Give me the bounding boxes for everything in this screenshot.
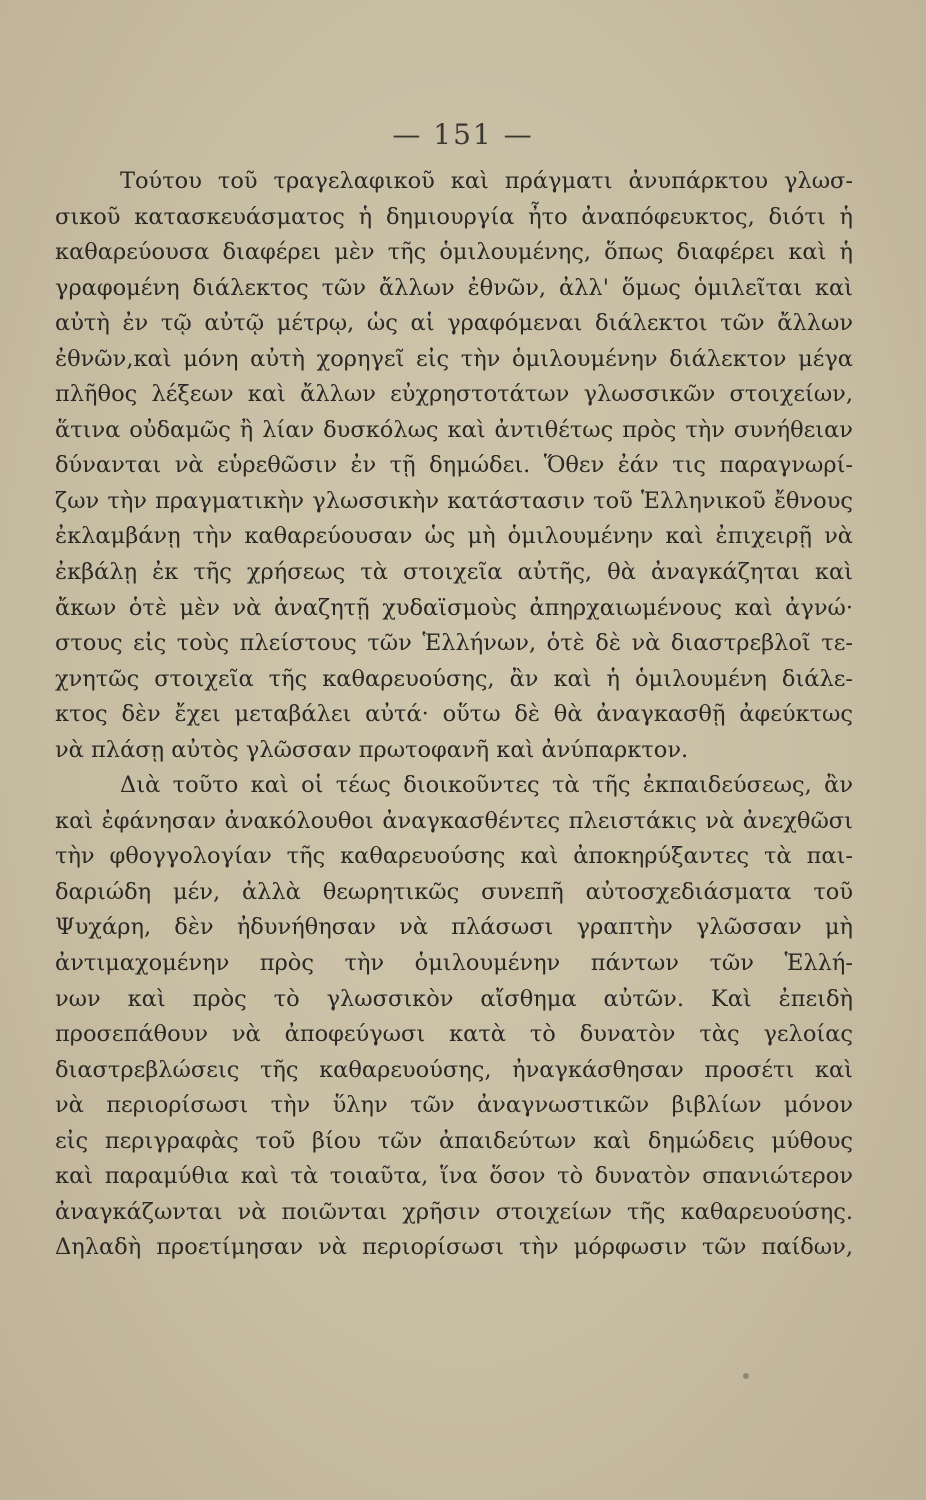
text-line: ἐκλαμβάνῃ τὴν καθαρεύουσαν ὡς μὴ ὁμιλουμένην καὶ ἐπιχειρῇ νὰ <box>55 523 853 550</box>
paragraph <box>55 768 853 1266</box>
text-line: Ψυχάρη, δὲν ἠδυνήθησαν νὰ πλάσωσι γραπτὴν γλῶσσαν μὴ <box>55 914 853 941</box>
text-line: διαστρεβλώσεις τῆς καθαρευούσης, ἠναγκάσθησαν προσέτι καὶ <box>55 1056 853 1083</box>
text-line: καθαρεύουσα διαφέρει μὲν τῆς ὁμιλουμένης, ὅπως διαφέρει καὶ ἡ <box>55 239 853 266</box>
text-line: γραφομένη διάλεκτος τῶν ἄλλων ἐθνῶν, ἀλλ' ὅμως ὁμιλεῖται καὶ <box>55 274 853 301</box>
text-line: αὐτὴ ἐν τῷ αὐτῷ μέτρῳ, ὡς αἱ γραφόμεναι διάλεκτοι τῶν ἄλλων <box>55 310 853 337</box>
text-line: ἀντιμαχομένην πρὸς τὴν ὁμιλουμένην πάντων τῶν Ἑλλή- <box>55 950 853 977</box>
text-line: εἰς περιγραφὰς τοῦ βίου τῶν ἀπαιδεύτων καὶ δημώδεις μύθους <box>55 1127 853 1154</box>
text-line: ἄκων ὁτὲ μὲν νὰ ἀναζητῇ χυδαϊσμοὺς ἀπηρχαιωμένους καὶ ἀγνώ· <box>55 594 853 621</box>
text-line: ἅτινα οὐδαμῶς ἢ λίαν δυσκόλως καὶ ἀντιθέτως πρὸς τὴν συνήθειαν <box>55 416 853 443</box>
ink-speck <box>743 1373 749 1379</box>
text-line: καὶ παραμύθια καὶ τὰ τοιαῦτα, ἵνα ὅσον τὸ δυνατὸν σπανιώτερον <box>55 1163 853 1190</box>
text-line: δαριώδη μέν, ἀλλὰ θεωρητικῶς συνεπῆ αὐτοσχεδιάσματα τοῦ <box>55 878 853 905</box>
text-line: ἐκβάλῃ ἐκ τῆς χρήσεως τὰ στοιχεῖα αὐτῆς, θὰ ἀναγκάζηται καὶ <box>55 559 853 586</box>
text-line: καὶ ἐφάνησαν ἀνακόλουθοι ἀναγκασθέντες πλειστάκις νὰ ἀνεχθῶσι <box>55 807 853 834</box>
text-line: νὰ περιορίσωσι τὴν ὕλην τῶν ἀναγνωστικῶν βιβλίων μόνον <box>55 1092 853 1119</box>
text-line: Διὰ τοῦτο καὶ οἱ τέως διοικοῦντες τὰ τῆς ἐκπαιδεύσεως, ἂν <box>120 772 853 799</box>
text-line: Δηλαδὴ προετίμησαν νὰ περιορίσωσι τὴν μόρφωσιν τῶν παίδων, <box>55 1234 853 1261</box>
text-line: ζων τὴν πραγματικὴν γλωσσικὴν κατάστασιν τοῦ Ἑλληνικοῦ ἔθνους <box>55 487 853 514</box>
text-line: δύνανται νὰ εὑρεθῶσιν ἐν τῇ δημώδει. Ὅθεν ἐάν τις παραγνωρί- <box>55 452 853 479</box>
text-line: ἐθνῶν,καὶ μόνη αὐτὴ χορηγεῖ εἰς τὴν ὁμιλουμένην διάλεκτον μέγα <box>55 345 853 372</box>
text-line: χνητῶς στοιχεῖα τῆς καθαρευούσης, ἂν καὶ ἡ ὁμιλουμένη διάλε- <box>55 665 853 692</box>
text-line: ἀναγκάζωνται νὰ ποιῶνται χρῆσιν στοιχείων τῆς καθαρευούσης. <box>55 1198 853 1225</box>
text-line: Τούτου τοῦ τραγελαφικοῦ καὶ πράγματι ἀνυπάρκτου γλωσ- <box>120 168 853 194</box>
text-line: σικοῦ κατασκευάσματος ἡ δημιουργία ἦτο ἀναπόφευκτος, διότι ἡ <box>55 203 853 230</box>
text-line: κτος δὲν ἔχει μεταβάλει αὐτά· οὕτω δὲ θὰ ἀναγκασθῇ ἀφεύκτως <box>55 701 853 728</box>
paragraph <box>55 164 853 768</box>
text-line: νων καὶ πρὸς τὸ γλωσσικὸν αἴσθημα αὐτῶν. Καὶ ἐπειδὴ <box>55 985 853 1012</box>
text-line: προσεπάθουν νὰ ἀποφεύγωσι κατὰ τὸ δυνατὸν τὰς γελοίας <box>55 1021 853 1048</box>
text-line: πλῆθος λέξεων καὶ ἄλλων εὐχρηστοτάτων γλωσσικῶν στοιχείων, <box>55 381 853 408</box>
body-text <box>55 164 853 1266</box>
text-line: τὴν φθογγολογίαν τῆς καθαρευούσης καὶ ἀποκηρύξαντες τὰ παι- <box>55 843 853 870</box>
text-line: νὰ πλάσῃ αὐτὸς γλῶσσαν πρωτοφανῆ καὶ ἀνύπαρκτον. <box>55 736 689 763</box>
page-number: — 151 — <box>392 118 534 151</box>
text-line: στους εἰς τοὺς πλείστους τῶν Ἑλλήνων, ὁτὲ δὲ νὰ διαστρεβλοῖ τε- <box>55 630 853 657</box>
